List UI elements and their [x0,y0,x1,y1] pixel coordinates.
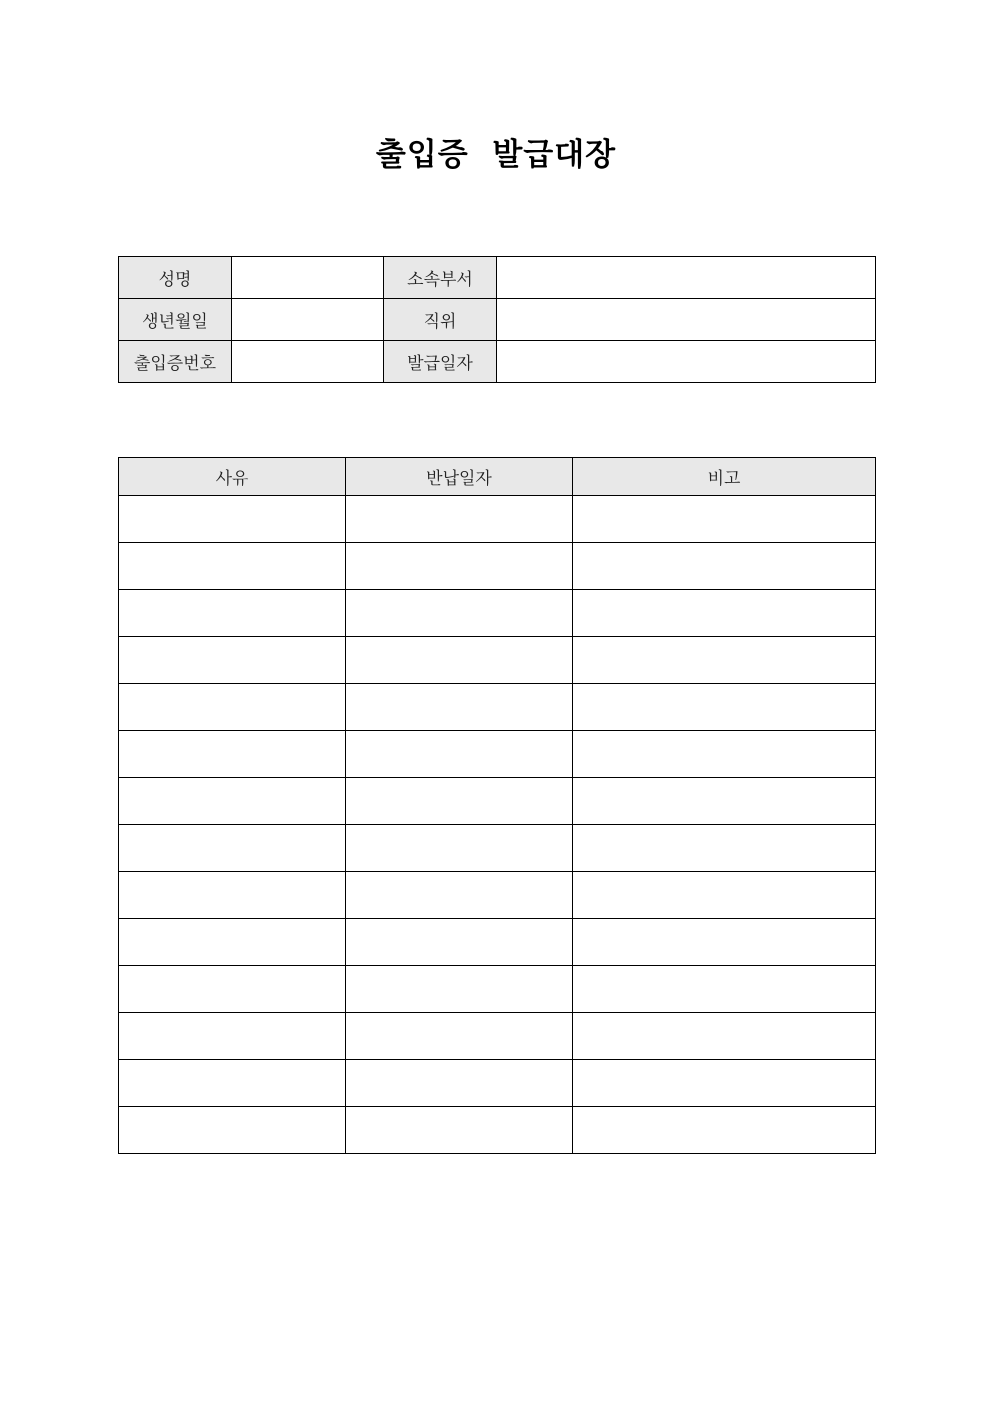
pass-number-label: 출입증번호 [119,341,232,383]
table-row [119,825,876,872]
reason-cell[interactable] [119,919,346,966]
remarks-cell[interactable] [573,966,876,1013]
birthdate-label: 생년월일 [119,299,232,341]
log-body [119,496,876,1154]
remarks-cell[interactable] [573,919,876,966]
return-date-cell[interactable] [346,590,573,637]
remarks-cell[interactable] [573,872,876,919]
remarks-cell[interactable] [573,825,876,872]
table-row [119,637,876,684]
reason-cell[interactable] [119,778,346,825]
return-date-cell[interactable] [346,496,573,543]
info-row [119,257,876,299]
reason-cell[interactable] [119,825,346,872]
remarks-cell[interactable] [573,731,876,778]
table-row [119,872,876,919]
return-date-cell[interactable] [346,919,573,966]
reason-cell[interactable] [119,966,346,1013]
position-field[interactable] [497,299,876,341]
return-date-cell[interactable] [346,825,573,872]
reason-cell[interactable] [119,1107,346,1154]
table-row [119,778,876,825]
table-row [119,1060,876,1107]
info-row [119,341,876,383]
position-label: 직위 [384,299,497,341]
issue-date-field[interactable] [497,341,876,383]
reason-cell[interactable] [119,543,346,590]
return-date-cell[interactable] [346,966,573,1013]
table-row [119,919,876,966]
return-date-cell[interactable] [346,872,573,919]
return-date-cell[interactable] [346,1107,573,1154]
column-header-reason: 사유 [119,458,346,496]
return-date-cell[interactable] [346,637,573,684]
reason-cell[interactable] [119,590,346,637]
table-row [119,684,876,731]
return-date-cell[interactable] [346,1060,573,1107]
remarks-cell[interactable] [573,1060,876,1107]
table-row [119,1107,876,1154]
birthdate-field[interactable] [232,299,384,341]
name-label: 성명 [119,257,232,299]
table-row [119,590,876,637]
reason-cell[interactable] [119,872,346,919]
reason-cell[interactable] [119,637,346,684]
reason-cell[interactable] [119,684,346,731]
remarks-cell[interactable] [573,543,876,590]
remarks-cell[interactable] [573,496,876,543]
column-header-remarks: 비고 [573,458,876,496]
table-row [119,496,876,543]
remarks-cell[interactable] [573,637,876,684]
name-field[interactable] [232,257,384,299]
table-row [119,731,876,778]
department-label: 소속부서 [384,257,497,299]
return-date-cell[interactable] [346,731,573,778]
return-date-cell[interactable] [346,543,573,590]
table-row [119,966,876,1013]
page-title: 출입증 발급대장 [375,137,617,173]
info-table [118,256,876,383]
pass-number-field[interactable] [232,341,384,383]
reason-cell[interactable] [119,1060,346,1107]
remarks-cell[interactable] [573,684,876,731]
info-row [119,299,876,341]
issue-date-label: 발급일자 [384,341,497,383]
reason-cell[interactable] [119,731,346,778]
reason-cell[interactable] [119,496,346,543]
return-date-cell[interactable] [346,778,573,825]
log-table [118,457,876,1154]
reason-cell[interactable] [119,1013,346,1060]
remarks-cell[interactable] [573,1107,876,1154]
remarks-cell[interactable] [573,1013,876,1060]
column-header-return-date: 반납일자 [346,458,573,496]
return-date-cell[interactable] [346,684,573,731]
table-row [119,1013,876,1060]
log-header-row [119,458,876,496]
remarks-cell[interactable] [573,778,876,825]
return-date-cell[interactable] [346,1013,573,1060]
department-field[interactable] [497,257,876,299]
remarks-cell[interactable] [573,590,876,637]
table-row [119,543,876,590]
